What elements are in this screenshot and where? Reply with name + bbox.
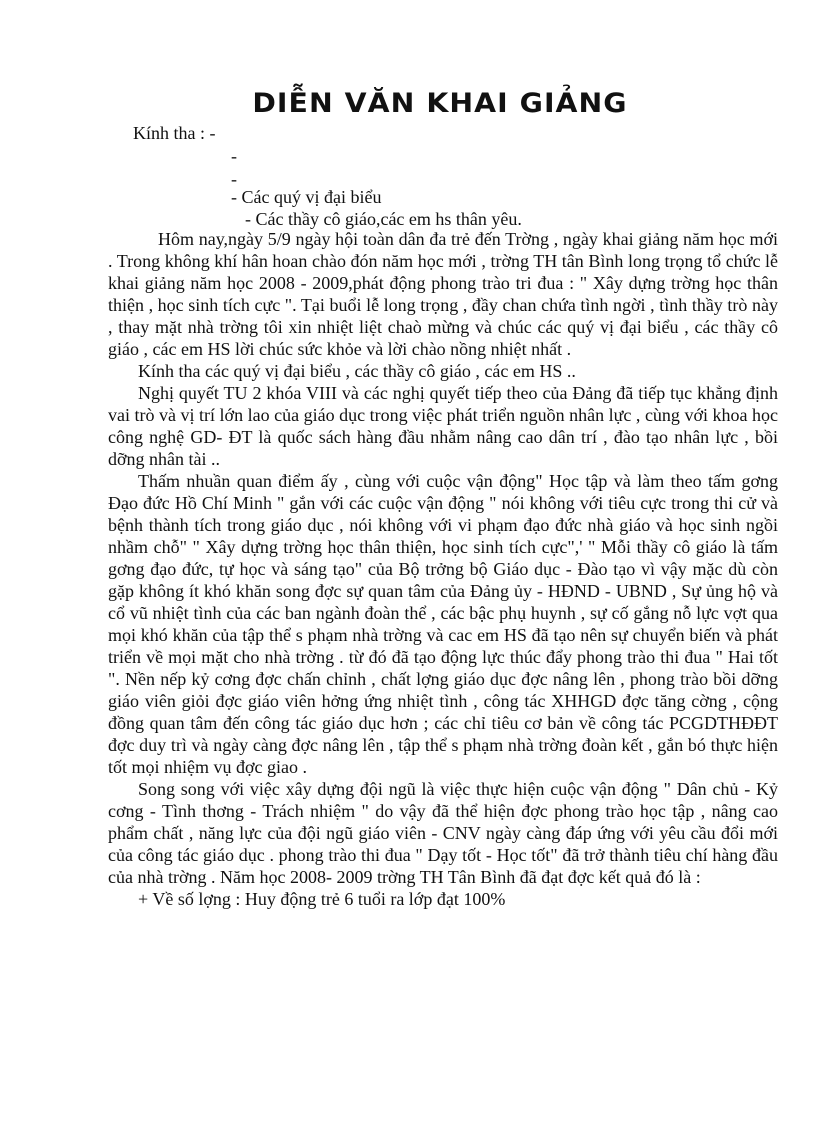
title-text: DIỄN VĂN KHAI GIẢNG	[252, 88, 628, 119]
document-body	[108, 228, 778, 910]
paragraph-resolution: Nghị quyết TU 2 khóa VIII và các nghị quyết tiếp theo của Đảng đã tiếp tục khẳng định vai trò và vị trí lớn lao của giáo dục trong việc phát triển nguồn nhân lực , cùng với khoa học công nghệ GD- ĐT là quốc sách hàng đầu nhằm nâng cao dân trí , đào tạo nhân lực , bồi dỡng nhân tài ..	[108, 383, 778, 469]
salutation-dash-2: -	[231, 169, 237, 189]
paragraph-opening: Hôm nay,ngày 5/9 ngày hội toàn dân đa trẻ đến Trờng , ngày khai giảng năm học mới . Trong không khí hân hoan chào đón năm học mới , trờng TH tân Bình long trọng tổ chức lễ khai giảng năm học 2008 - 2009,phát động phong trào tri đua : " Xây dựng trờng học thân thiện , học sinh tích cực ". Tại buổi lễ long trọng , đầy chan chứa tình ngời , tình thầy trò này , thay mặt nhà trờng tôi xin nhiệt liệt chaò mừng và chúc các quý vị đại biểu , các thầy cô giáo , các em HS lời chúc sức khỏe và lời chào nồng nhiệt nhất .	[108, 229, 778, 359]
paragraph-movement: Thấm nhuần quan điểm ấy , cùng với cuộc vận động" Học tập và làm theo tấm gơng Đạo đức Hồ Chí Minh " gắn với các cuộc vận động " nói không với tiêu cực trong thi cử và bệnh thành tích trong giáo dục , nói không với vi phạm đạo đức nhà giáo và học sinh ngồi nhầm chỗ" " Xây dựng trờng học thân thiện, học sinh tích cực",' " Mỗi thầy cô giáo là tấm gơng đạo đức, tự học và sáng tạo" của Bộ trởng bộ Giáo dục - Đào tạo vì vậy mặc dù còn gặp không ít khó khăn song đợc sự quan tâm của Đảng ủy - HĐND - UBND , Sự ủng hộ và cổ vũ nhiệt tình của các ban ngành đoàn thể , các bậc phụ huynh , sự cố gắng nỗ lực vợt qua mọi khó khăn của tập thể s phạm nhà trờng và cac em HS đã tạo nên sự chuyển biến và phát triển về mọi mặt cho nhà trờng . từ đó đã tạo động lực thúc đẩy phong trào thi đua " Hai tốt ". Nền nếp kỷ cơng đợc chấn chỉnh , chất lợng giáo dục đợc nâng lên , phong trào bồi dỡng giáo viên giỏi đợc giáo viên hởng ứng nhiệt tình , công tác XHHGD đợc tăng cờng , cộng đồng quan tâm đến công tác giáo dục hơn ; các chỉ tiêu cơ bản về công tác PCGDTHĐĐT đợc duy trì và ngày càng đợc nâng lên , tập thể s phạm nhà trờng đoàn kết , gắn bó thực hiện tốt mọi nhiệm vụ đợc giao .	[108, 471, 778, 777]
salutation-label: Kính tha : -	[133, 123, 216, 143]
paragraph-greeting: Kính tha các quý vị đại biểu , các thầy cô giáo , các em HS ..	[138, 361, 576, 381]
salutation-item-delegates: - Các quý vị đại biểu	[231, 187, 382, 207]
paragraph-parallel: Song song với việc xây dựng đội ngũ là việc thực hiện cuộc vận động " Dân chủ - Kỷ cơng - Tình thơng - Trách nhiệm " do vậy đã thể hiện đợc phong trào học tập , nâng cao phẩm chất , năng lực của đội ngũ giáo viên - CNV ngày càng đáp ứng với yêu cầu đổi mới của công tác giáo dục . phong trào thi đua " Dạy tốt - Học tốt" đã trở thành tiêu chí hàng đầu của nhà trờng . Năm học 2008- 2009 trờng TH Tân Bình đã đạt đợc kết quả đó là :	[108, 779, 778, 887]
salutation-item-teachers: - Các thầy cô giáo,các em hs thân yêu.	[245, 209, 522, 229]
salutation-dash-1: -	[231, 146, 237, 166]
document-title	[0, 88, 816, 119]
paragraph-quantity: + Về số lợng : Huy động trẻ 6 tuổi ra lớp đạt 100%	[138, 889, 506, 909]
